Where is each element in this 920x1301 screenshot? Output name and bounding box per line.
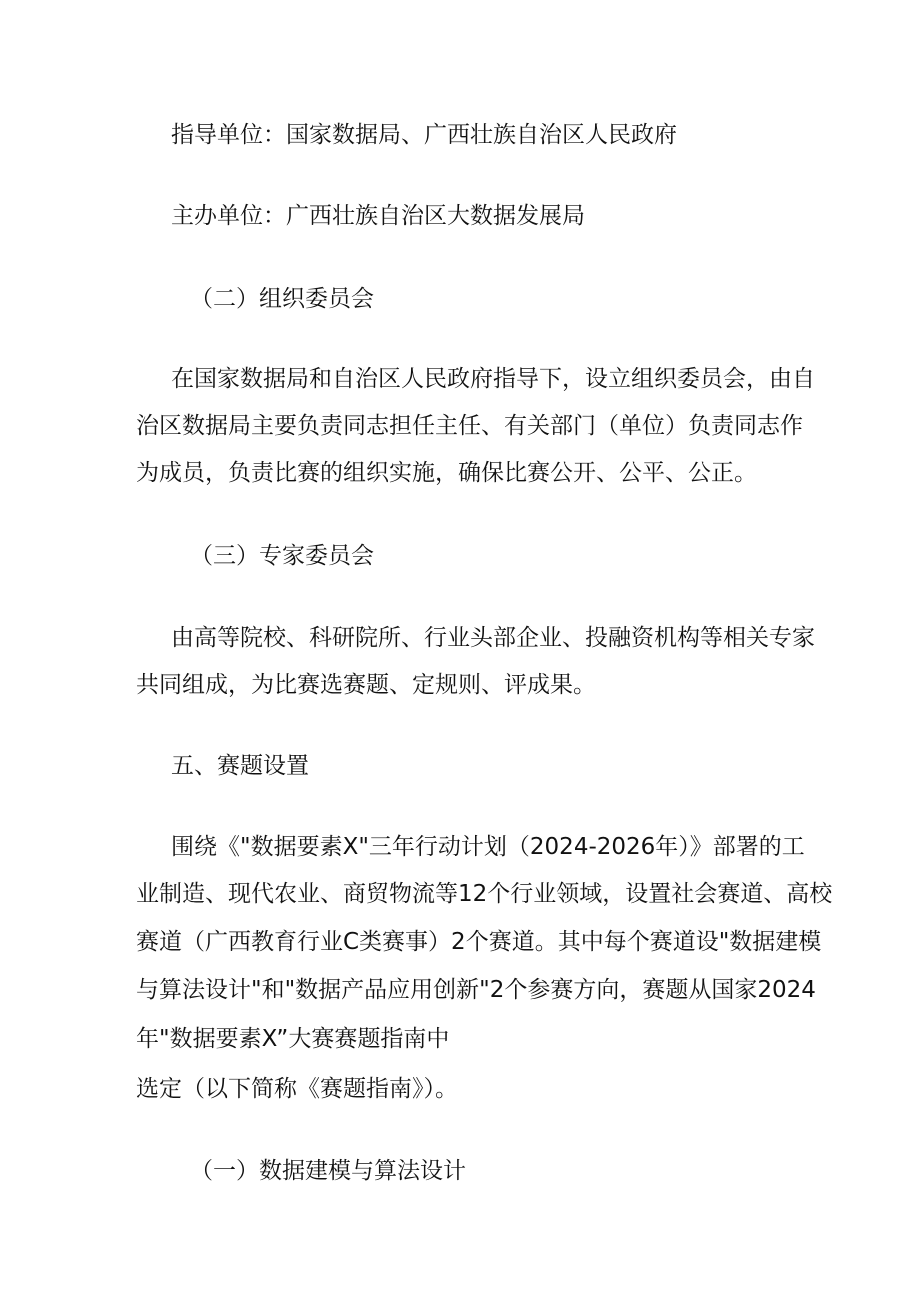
expert-committee-heading: （三）专家委员会 [190,543,374,569]
org-committee-para-line-3: 为成员，负责比赛的组织实施，确保比赛公开、公平、公正。 [136,460,757,486]
topics-para-line-2: 业制造、现代农业、商贸物流等12个行业领域，设置社会赛道、高校 [136,881,833,907]
guidance-unit-line: 指导单位：国家数据局、广西壮族自治区人民政府 [171,122,677,148]
modeling-heading: （一）数据建模与算法设计 [190,1158,466,1184]
topics-para-line-6: 选定（以下简称《赛题指南》）。 [136,1076,458,1102]
topics-para-line-5: 年"数据要素X”大赛赛题指南中 [136,1026,450,1052]
org-committee-heading: （二）组织委员会 [190,286,374,312]
expert-committee-para-line-1: 由高等院校、科研院所、行业头部企业、投融资机构等相关专家 [171,625,815,651]
topics-para-line-3: 赛道（广西教育行业C类赛事）2个赛道。其中每个赛道设"数据建模 [136,929,822,955]
org-committee-para-line-1: 在国家数据局和自治区人民政府指导下，设立组织委员会，由自 [171,366,815,392]
topics-para-line-4: 与算法设计"和"数据产品应用创新"2个参赛方向，赛题从国家2024 [136,977,816,1003]
topics-para-line-1: 围绕《"数据要素X"三年行动计划（2024-2026年）》部署的工 [171,834,805,860]
org-committee-para-line-2: 治区数据局主要负责同志担任主任、有关部门（单位）负责同志作 [136,413,803,439]
expert-committee-para-line-2: 共同组成，为比赛选赛题、定规则、评成果。 [136,672,596,698]
organizer-line: 主办单位：广西壮族自治区大数据发展局 [171,203,585,229]
topics-heading: 五、赛题设置 [171,753,309,779]
